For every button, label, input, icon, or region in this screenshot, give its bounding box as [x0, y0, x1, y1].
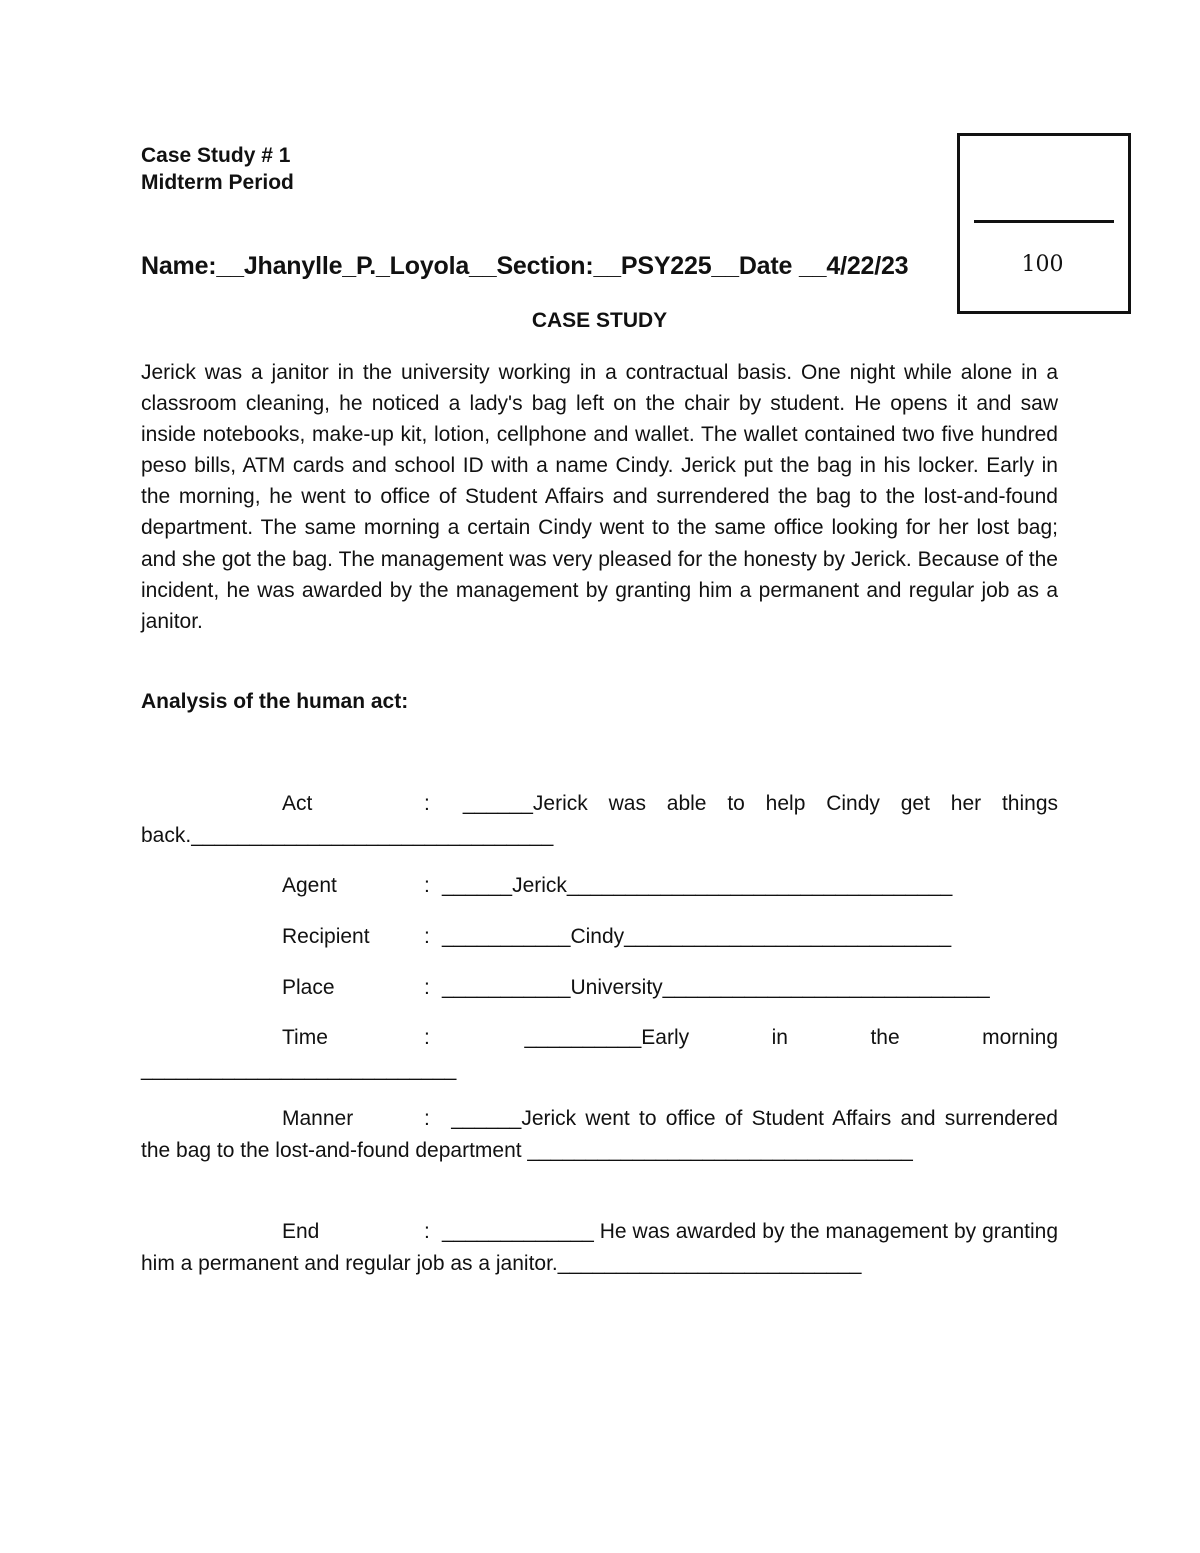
case-study-number: Case Study # 1 [141, 144, 291, 167]
row-value: ______Jerick was able to help Cindy get her things back._______________________________ [141, 792, 1058, 847]
row-colon: : [424, 1107, 430, 1130]
row-value: ______Jerick_________________________________ [442, 874, 953, 897]
score-box [957, 133, 1131, 314]
analysis-row-time [141, 1022, 1058, 1085]
score-total: 100 [1021, 252, 1064, 277]
row-value: ___________University____________________________ [442, 976, 990, 999]
student-info-line: Name:__Jhanylle_P._Loyola__Section:__PSY225__Date __4/22/23 [141, 252, 909, 280]
row-value: ___________Cindy____________________________ [442, 925, 952, 948]
case-paragraph: Jerick was a janitor in the university working in a contractual basis. One night while alone in a classroom cleaning, he noticed a lady's bag left on the chair by student. He opens it and saw inside notebooks, make-up kit, lotion, cellphone and wallet. The wallet contained two five hundred peso bills, ATM cards and school ID with a name Cindy. Jerick put the bag in his locker. Early in the morning, he went to office of Student Affairs and surrendered the bag to the lost-and-found department. The same morning a certain Cindy went to the same office looking for her lost bag; and she got the bag. The management was very pleased for the honesty by Jerick. Because of the incident, he was awarded by the management by granting him a permanent and regular job as a janitor. [141, 361, 1058, 633]
row-colon: : [424, 1220, 430, 1243]
analysis-row-act [141, 788, 1058, 851]
row-label: Act [282, 792, 313, 815]
row-label: Time [282, 1026, 328, 1049]
row-label: Manner [282, 1107, 354, 1130]
analysis-heading: Analysis of the human act: [141, 690, 409, 713]
analysis-row-end [141, 1216, 1058, 1279]
analysis-row-place [141, 972, 1058, 1004]
case-study-title: CASE STUDY [531, 309, 668, 332]
row-label: Recipient [282, 925, 370, 948]
row-colon: : [424, 1026, 430, 1049]
row-colon: : [424, 976, 430, 999]
row-value: __________Early in the morning ___________________________ [141, 1026, 1059, 1081]
score-blank-line [974, 220, 1114, 223]
period-label: Midterm Period [141, 171, 294, 194]
row-value: ______Jerick went to office of Student Affairs and surrendered the bag to the lost-and-found department _________________________________ [141, 1107, 1058, 1162]
row-label: Place [282, 976, 335, 999]
row-label: Agent [282, 874, 337, 897]
row-colon: : [424, 792, 430, 815]
analysis-row-recipient [141, 921, 1058, 953]
row-colon: : [424, 874, 430, 897]
row-colon: : [424, 925, 430, 948]
row-label: End [282, 1220, 320, 1243]
row-value: _____________ He was awarded by the management by granting him a permanent and regular job as a janitor.__________________________ [141, 1220, 1058, 1275]
analysis-row-manner [141, 1103, 1058, 1166]
analysis-row-agent [141, 870, 1058, 902]
